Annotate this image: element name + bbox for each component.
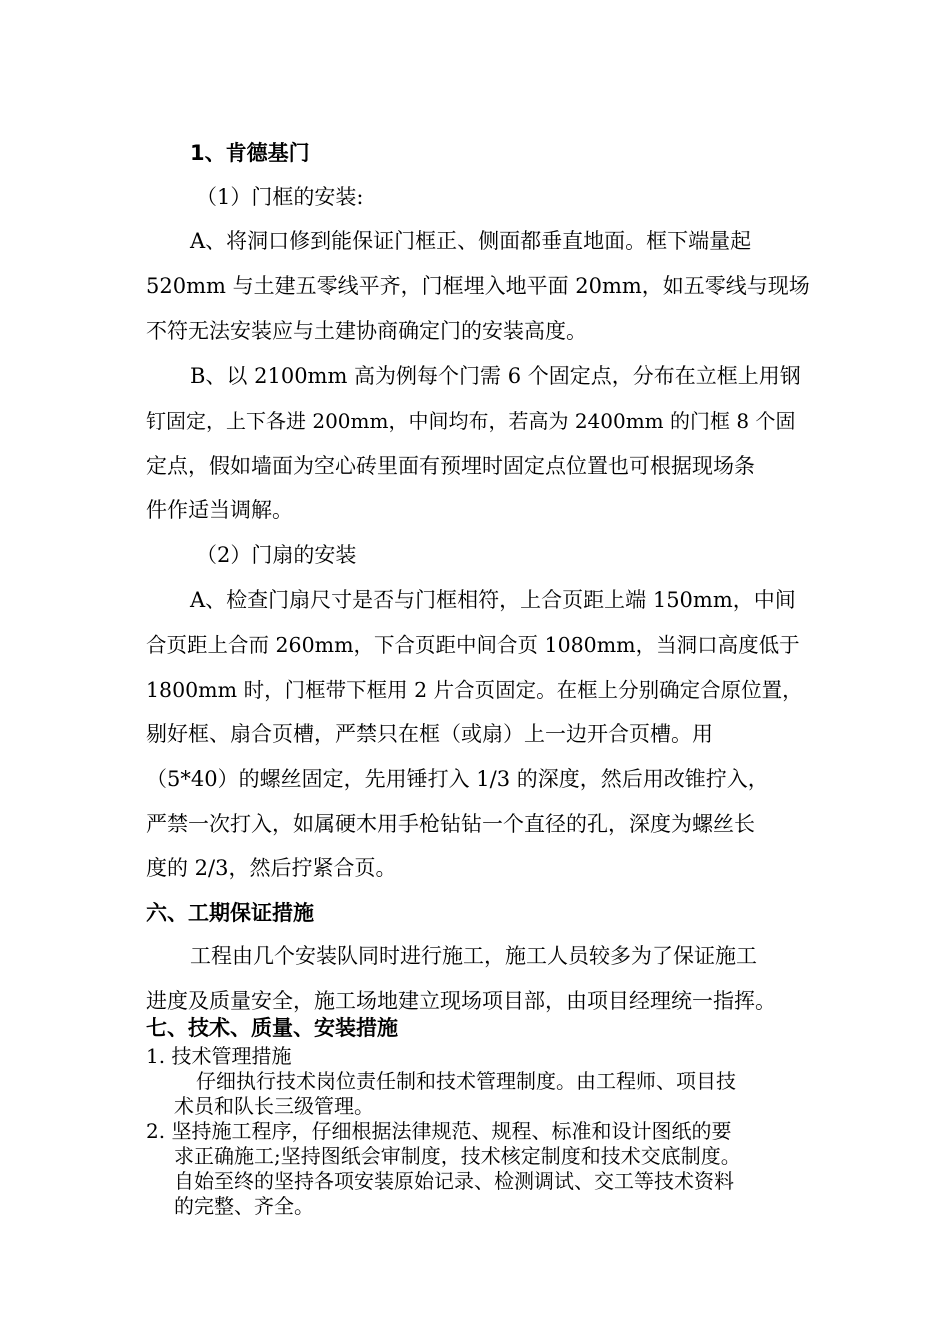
leaf-para-a-line4: 剔好框、扇合页槽，严禁只在框（或扇）上一边开合页槽。用 (146, 722, 713, 746)
schedule-para-line1: 工程由几个安装队同时进行施工，施工人员较多为了保证施工 (190, 944, 757, 968)
item2-body-line4: 的完整、齐全。 (174, 1194, 314, 1218)
item2-body-line2: 求正确施工;坚持图纸会审制度，技术核定制度和技术交底制度。 (174, 1144, 741, 1168)
subheading-leaf-install: （2）门扇的安装 (196, 543, 357, 567)
frame-para-b-line3: 定点，假如墙面为空心砖里面有预埋时固定点位置也可根据现场条 (146, 454, 755, 478)
item1-title: 1. 技术管理措施 (146, 1044, 292, 1068)
item1-body-line2: 术员和队长三级管理。 (174, 1094, 374, 1118)
heading-tech-quality-install: 七、技术、质量、安装措施 (146, 1016, 398, 1040)
leaf-para-a-line2: 合页距上合而 260mm，下合页距中间合页 1080mm，当洞口高度低于 (146, 633, 800, 657)
item2-body-line1: 2. 坚持施工程序，仔细根据法律规范、规程、标准和设计图纸的要 (146, 1119, 732, 1143)
frame-para-b-line4: 件作适当调解。 (146, 498, 293, 522)
leaf-para-a-line5: （5*40）的螺丝固定，先用锤打入 1/3 的深度，然后用改锥拧入， (146, 767, 769, 791)
leaf-para-a-line3: 1800mm 时，门框带下框用 2 片合页固定。在框上分别确定合原位置， (146, 678, 803, 702)
frame-para-b-line1: B、以 2100mm 高为例每个门需 6 个固定点，分布在立框上用钢 (190, 364, 801, 388)
leaf-para-a-line7: 度的 2/3，然后拧紧合页。 (146, 856, 397, 880)
item1-body-line1: 仔细执行技术岗位责任制和技术管理制度。由工程师、项目技 (196, 1069, 736, 1093)
frame-para-a-line1: A、将洞口修到能保证门框正、侧面都垂直地面。框下端量起 (190, 229, 752, 253)
frame-para-a-line3: 不符无法安装应与土建协商确定门的安装高度。 (146, 319, 587, 343)
subheading-frame-install: （1）门框的安装: (196, 185, 364, 209)
heading-kender-door: 1、肯德基门 (190, 141, 310, 165)
leaf-para-a-line6: 严禁一次打入，如属硬木用手枪钻钻一个直径的孔，深度为螺丝长 (146, 812, 755, 836)
schedule-para-line2: 进度及质量安全，施工场地建立现场项目部，由项目经理统一指挥。 (146, 989, 776, 1013)
heading-schedule-guarantee: 六、工期保证措施 (146, 901, 314, 925)
leaf-para-a-line1: A、检查门扇尺寸是否与门框相符，上合页距上端 150mm，中间 (190, 588, 796, 612)
frame-para-b-line2: 钉固定，上下各进 200mm，中间均布，若高为 2400mm 的门框 8 个固 (146, 409, 796, 433)
item2-body-line3: 自始至终的坚持各项安装原始记录、检测调试、交工等技术资料 (174, 1169, 734, 1193)
frame-para-a-line2: 520mm 与土建五零线平齐，门框埋入地平面 20mm，如五零线与现场 (146, 274, 810, 298)
